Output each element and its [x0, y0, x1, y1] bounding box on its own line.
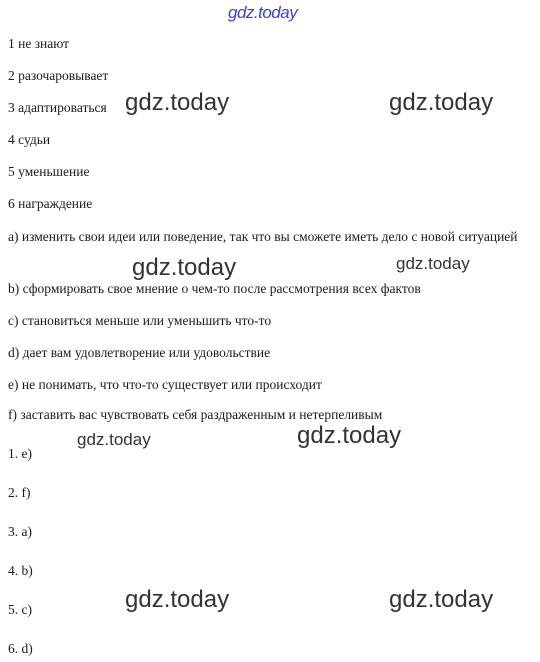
- answer-word-3: 3 адаптироваться: [8, 100, 107, 115]
- answer-word-4: 4 судьи: [8, 132, 51, 147]
- definition-d: d) дает вам удовлетворение или удовольствие: [8, 345, 271, 360]
- watermark: gdz.today: [125, 89, 230, 116]
- watermark: gdz.today: [389, 89, 494, 116]
- match-4: 4. b): [8, 563, 33, 578]
- watermark: gdz.today: [77, 430, 151, 449]
- answer-word-2: 2 разочаровывает: [8, 68, 109, 83]
- watermark: gdz.today: [389, 586, 494, 613]
- watermark-top: gdz.today: [228, 3, 298, 22]
- answer-word-5: 5 уменьшение: [8, 164, 90, 179]
- match-3: 3. a): [8, 524, 32, 539]
- definition-a: a) изменить свои идеи или поведение, так что вы сможете иметь дело с новой ситуацией: [8, 229, 518, 244]
- definition-c: c) становиться меньше или уменьшить что-то: [8, 313, 272, 328]
- watermark: gdz.today: [396, 254, 470, 273]
- match-2: 2. f): [8, 485, 31, 500]
- match-5: 5. c): [8, 602, 32, 617]
- watermark: gdz.today: [125, 586, 230, 613]
- definition-f: f) заставить вас чувствовать себя раздраженным и нетерпеливым: [8, 407, 383, 422]
- watermark: gdz.today: [132, 254, 237, 281]
- definition-e: e) не понимать, что что-то существует или происходит: [8, 377, 322, 392]
- match-1: 1. e): [8, 446, 32, 461]
- watermark: gdz.today: [297, 422, 402, 449]
- answer-word-1: 1 не знают: [8, 36, 70, 51]
- match-6: 6. d): [8, 641, 33, 656]
- definition-b: b) сформировать свое мнение о чем-то после рассмотрения всех фактов: [8, 281, 421, 296]
- answer-word-6: 6 награждение: [8, 196, 93, 211]
